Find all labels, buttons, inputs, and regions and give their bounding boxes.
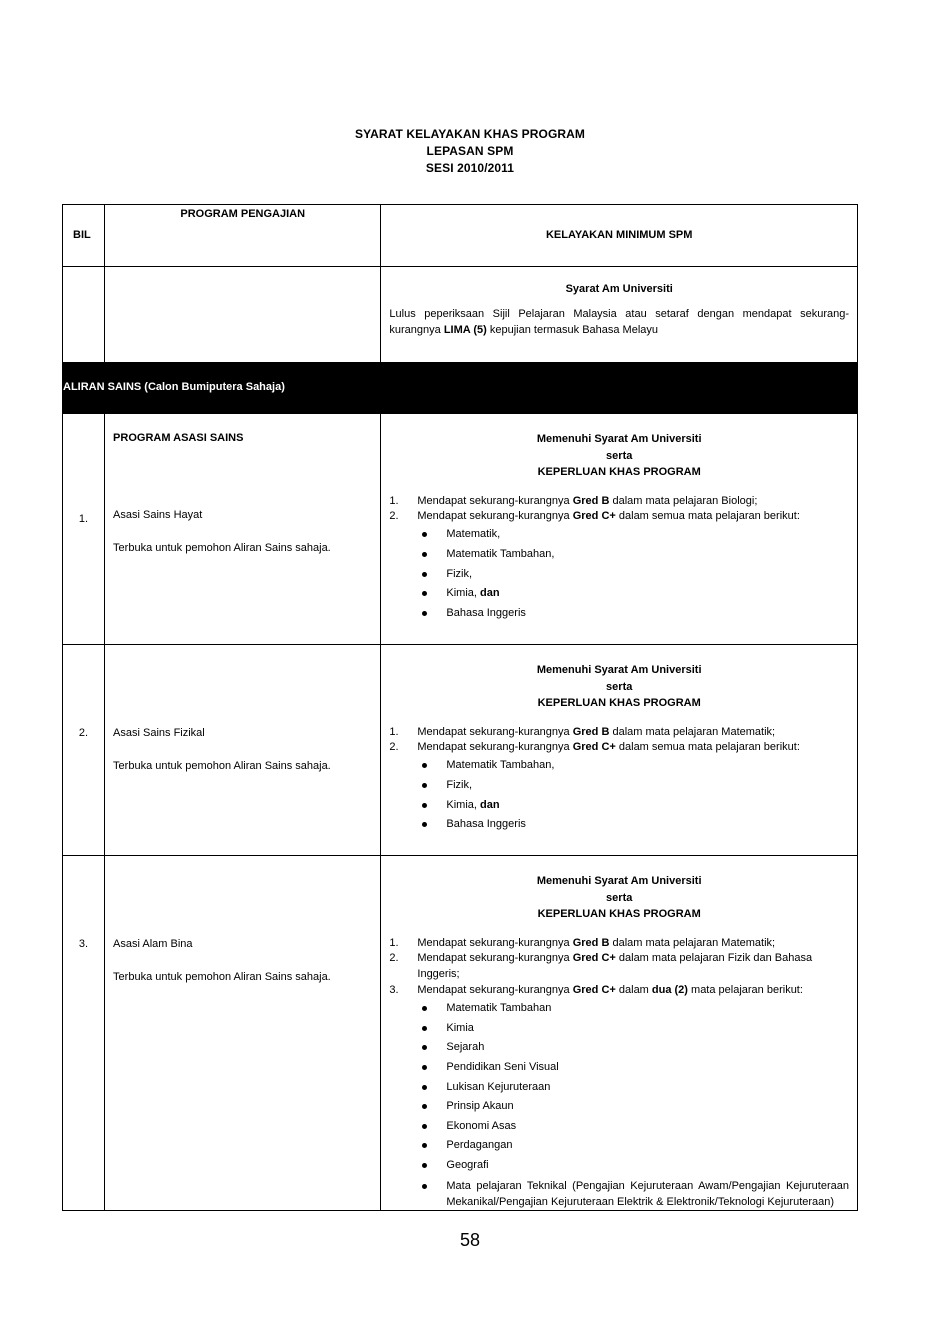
row-3-bullet [381, 1117, 857, 1137]
bullet-dot-icon [422, 1184, 427, 1189]
row-1-req-item-2-c: dalam semua mata pelajaran berikut: [615, 510, 800, 523]
row-1-requirement-cell [381, 414, 858, 645]
row-3-req-item-1-c: dalam mata pelajaran Matematik; [609, 936, 776, 949]
row-2-bullet-text: Fizik, [446, 778, 473, 791]
row-1-bil: 1. [63, 414, 105, 645]
row-1-req-item-2 [381, 509, 857, 525]
row-3-bullet-text: Ekonomi Asas [446, 1119, 517, 1132]
bullet-dot-icon [422, 1026, 427, 1031]
row-1-program-note: Terbuka untuk pemohon Aliran Sains sahaja. [113, 541, 331, 554]
row-1-req-line1: Memenuhi Syarat Am Universiti [536, 433, 702, 445]
row-1-req-item-1-c: dalam mata pelajaran Biologi; [609, 494, 758, 507]
row-2-req-item-1-num: 1. [389, 725, 399, 738]
row-1-program-name: Asasi Sains Hayat [113, 508, 203, 521]
row-2-bullet [381, 796, 857, 816]
row-3-req-item-3-a: Mendapat sekurang-kurangnya [417, 984, 573, 997]
doc-title-line3: SESI 2010/2011 [425, 161, 515, 175]
section-heading: PROGRAM ASASI SAINS [113, 432, 244, 444]
row-2-req-item-1-b: Gred B [572, 725, 610, 738]
row-3-bullet [381, 999, 857, 1019]
row-2-req-item-2-a: Mendapat sekurang-kurangnya [417, 741, 573, 754]
program-row-2 [63, 645, 858, 856]
row-2-req-item-1-c: dalam mata pelajaran Matematik; [609, 725, 776, 738]
row-3-bullet [381, 1097, 857, 1117]
row-1-bullet [381, 565, 857, 585]
bullet-dot-icon [422, 1124, 427, 1129]
row-2-bullet-text: Bahasa Inggeris [446, 818, 526, 831]
row-1-req-item-1 [381, 494, 857, 510]
row-3-req-line3: KEPERLUAN KHAS PROGRAM [537, 908, 701, 920]
row-1-bullet-text: Fizik, [446, 567, 473, 580]
row-2-bullet-dan: dan [480, 798, 500, 811]
row-3-bullet-technical [381, 1178, 857, 1210]
row-2-req-item-2-c: dalam semua mata pelajaran berikut: [615, 741, 800, 754]
row-2-bullet [381, 776, 857, 796]
row-3-bil: 3. [63, 856, 105, 1211]
bullet-dot-icon [422, 1143, 427, 1148]
header-bil-label: BIL [73, 228, 91, 241]
row-3-req-item-2-num: 2. [389, 952, 399, 965]
row-3-bullet [381, 1136, 857, 1156]
row-2-bil: 2. [63, 645, 105, 856]
stream-band-row [63, 363, 858, 414]
bullet-dot-icon [422, 1045, 427, 1050]
header-kelayakan-label: KELAYAKAN MINIMUM SPM [545, 228, 693, 241]
row-1-program-cell [105, 414, 381, 645]
row-2-bullet [381, 815, 857, 835]
row-3-bullet [381, 1078, 857, 1098]
row-2-req-item-2-num: 2. [389, 741, 399, 754]
row-3-req-item-1-num: 1. [389, 936, 399, 949]
bullet-dot-icon [422, 552, 427, 557]
row-1-req-line2: serta [606, 449, 633, 462]
row-2-program-name: Asasi Sains Fizikal [113, 727, 205, 739]
row-2-program-cell [105, 645, 381, 856]
row-1-bullet [381, 545, 857, 565]
bullet-dot-icon [422, 1163, 427, 1168]
bullet-dot-icon [422, 1085, 427, 1090]
row-3-bullet-text: Kimia [446, 1021, 474, 1034]
row-3-requirement-cell [381, 856, 858, 1211]
row-3-bullet [381, 1058, 857, 1078]
table-header-row [63, 205, 858, 267]
row-1-req-item-2-a: Mendapat sekurang-kurangnya [417, 510, 573, 523]
row-2-requirement-cell [381, 645, 858, 856]
bullet-dot-icon [422, 763, 427, 768]
row-1-req-item-1-a: Mendapat sekurang-kurangnya [417, 494, 573, 507]
general-text [389, 306, 849, 338]
row-3-program-cell [105, 856, 381, 1211]
row-3-req-item-3-d: dua (2) [651, 984, 688, 997]
row-2-req-item-2 [381, 740, 857, 756]
program-row-1 [63, 414, 858, 645]
row-1-bullet-text: Matematik, [446, 528, 501, 541]
row-1-req-line3: KEPERLUAN KHAS PROGRAM [537, 466, 701, 478]
row-3-req-item-2 [381, 951, 857, 983]
row-2-program-note: Terbuka untuk pemohon Aliran Sains sahaja. [113, 759, 331, 772]
general-program-cell [105, 267, 381, 363]
row-2-req-item-1-a: Mendapat sekurang-kurangnya [417, 725, 573, 738]
row-1-req-item-2-num: 2. [389, 510, 399, 523]
row-3-bullet [381, 1038, 857, 1058]
row-2-req-line2: serta [606, 680, 633, 693]
row-3-req-item-3-b: Gred C+ [572, 984, 616, 997]
header-kelayakan [381, 205, 858, 267]
row-3-req-line1: Memenuhi Syarat Am Universiti [536, 875, 702, 887]
row-2-req-line1: Memenuhi Syarat Am Universiti [536, 664, 702, 676]
bullet-dot-icon [422, 611, 427, 616]
row-3-req-item-1-a: Mendapat sekurang-kurangnya [417, 936, 573, 949]
row-2-bullet [381, 756, 857, 776]
row-1-bullet-text: Bahasa Inggeris [446, 606, 526, 619]
bullet-dot-icon [422, 591, 427, 596]
row-3-bullet [381, 1019, 857, 1039]
bullet-dot-icon [422, 1006, 427, 1011]
general-text-after: kepujian termasuk Bahasa Melayu [486, 323, 659, 336]
bullet-dot-icon [422, 572, 427, 577]
row-3-req-item-2-b: Gred C+ [572, 952, 616, 965]
row-1-req-item-2-b: Gred C+ [572, 510, 616, 523]
row-3-bullet-text: Perdagangan [446, 1139, 513, 1152]
row-3-req-item-3-num: 3. [389, 984, 399, 997]
row-3-bullet-text: Matematik Tambahan [446, 1002, 552, 1015]
row-3-req-item-3-c: dalam [615, 984, 652, 997]
row-3-req-item-2-c: dalam mata pelajaran Fizik dan Bahasa Inggeris; [417, 952, 813, 981]
general-bil-cell [63, 267, 105, 363]
row-3-req-line2: serta [606, 891, 633, 904]
row-2-req-item-1 [381, 725, 857, 741]
row-3-bullet-text: Pendidikan Seni Visual [446, 1061, 559, 1074]
row-2-req-line3: KEPERLUAN KHAS PROGRAM [537, 697, 701, 709]
general-text-bold: LIMA (5) [443, 323, 487, 336]
bullet-dot-icon [422, 1065, 427, 1070]
row-3-bullet-text: Prinsip Akaun [446, 1100, 514, 1113]
row-3-bullet-technical-text: Mata pelajaran Teknikal (Pengajian Kejuruteraan Awam/Pengajian Kejuruteraan Mekanikal/Pengajian Kejuruteraan Elektrik & Elektronik/Teknologi Kejuruteraan) [446, 1179, 849, 1208]
general-requirement-cell [381, 267, 858, 363]
general-title: Syarat Am Universiti [565, 283, 673, 295]
row-3-req-item-3 [381, 983, 857, 999]
page-number: 58 [459, 1230, 481, 1250]
row-3-bullet-text: Lukisan Kejuruteraan [446, 1080, 551, 1093]
row-3-req-item-2-a: Mendapat sekurang-kurangnya [417, 952, 573, 965]
row-1-bullet-text: Kimia, [446, 587, 481, 600]
doc-title-line1: SYARAT KELAYAKAN KHAS PROGRAM [354, 127, 586, 141]
row-3-bullet-text: Sejarah [446, 1041, 485, 1054]
general-requirement-row [63, 267, 858, 363]
row-3-program-note: Terbuka untuk pemohon Aliran Sains sahaja. [113, 970, 331, 983]
row-1-bullet [381, 584, 857, 604]
row-3-req-item-1-b: Gred B [572, 936, 610, 949]
stream-band-empty [381, 363, 858, 414]
bullet-dot-icon [422, 1104, 427, 1109]
row-3-req-item-1 [381, 936, 857, 952]
row-1-req-item-1-num: 1. [389, 494, 399, 507]
bullet-dot-icon [422, 532, 427, 537]
row-2-bullet-text: Matematik Tambahan, [446, 759, 555, 772]
bullet-dot-icon [422, 822, 427, 827]
row-1-bullet [381, 525, 857, 545]
row-1-bullet-dan: dan [480, 587, 500, 600]
row-2-req-item-2-b: Gred C+ [572, 741, 616, 754]
row-1-bullet [381, 604, 857, 624]
program-row-3 [63, 856, 858, 1211]
row-3-req-item-3-e: mata pelajaran berikut: [687, 984, 803, 997]
requirements-table [62, 204, 858, 1211]
doc-title-line2: LEPASAN SPM [426, 144, 514, 158]
general-text-before: Lulus peperiksaan Sijil Pelajaran Malaysia atau setaraf dengan mendapat sekurang-kurangnya [389, 307, 849, 336]
row-3-bullet [381, 1156, 857, 1176]
bullet-dot-icon [422, 783, 427, 788]
header-program-label: PROGRAM PENGAJIAN [180, 208, 306, 220]
stream-band-label: ALIRAN SAINS (Calon Bumiputera Sahaja) [63, 363, 381, 414]
row-3-program-name: Asasi Alam Bina [113, 938, 193, 950]
row-1-req-item-1-b: Gred B [572, 494, 610, 507]
header-program [105, 205, 381, 267]
row-2-bullet-text: Kimia, [446, 798, 481, 811]
header-bil [63, 205, 105, 267]
bullet-dot-icon [422, 803, 427, 808]
row-1-bullet-text: Matematik Tambahan, [446, 547, 555, 560]
row-3-bullet-text: Geografi [446, 1159, 489, 1171]
